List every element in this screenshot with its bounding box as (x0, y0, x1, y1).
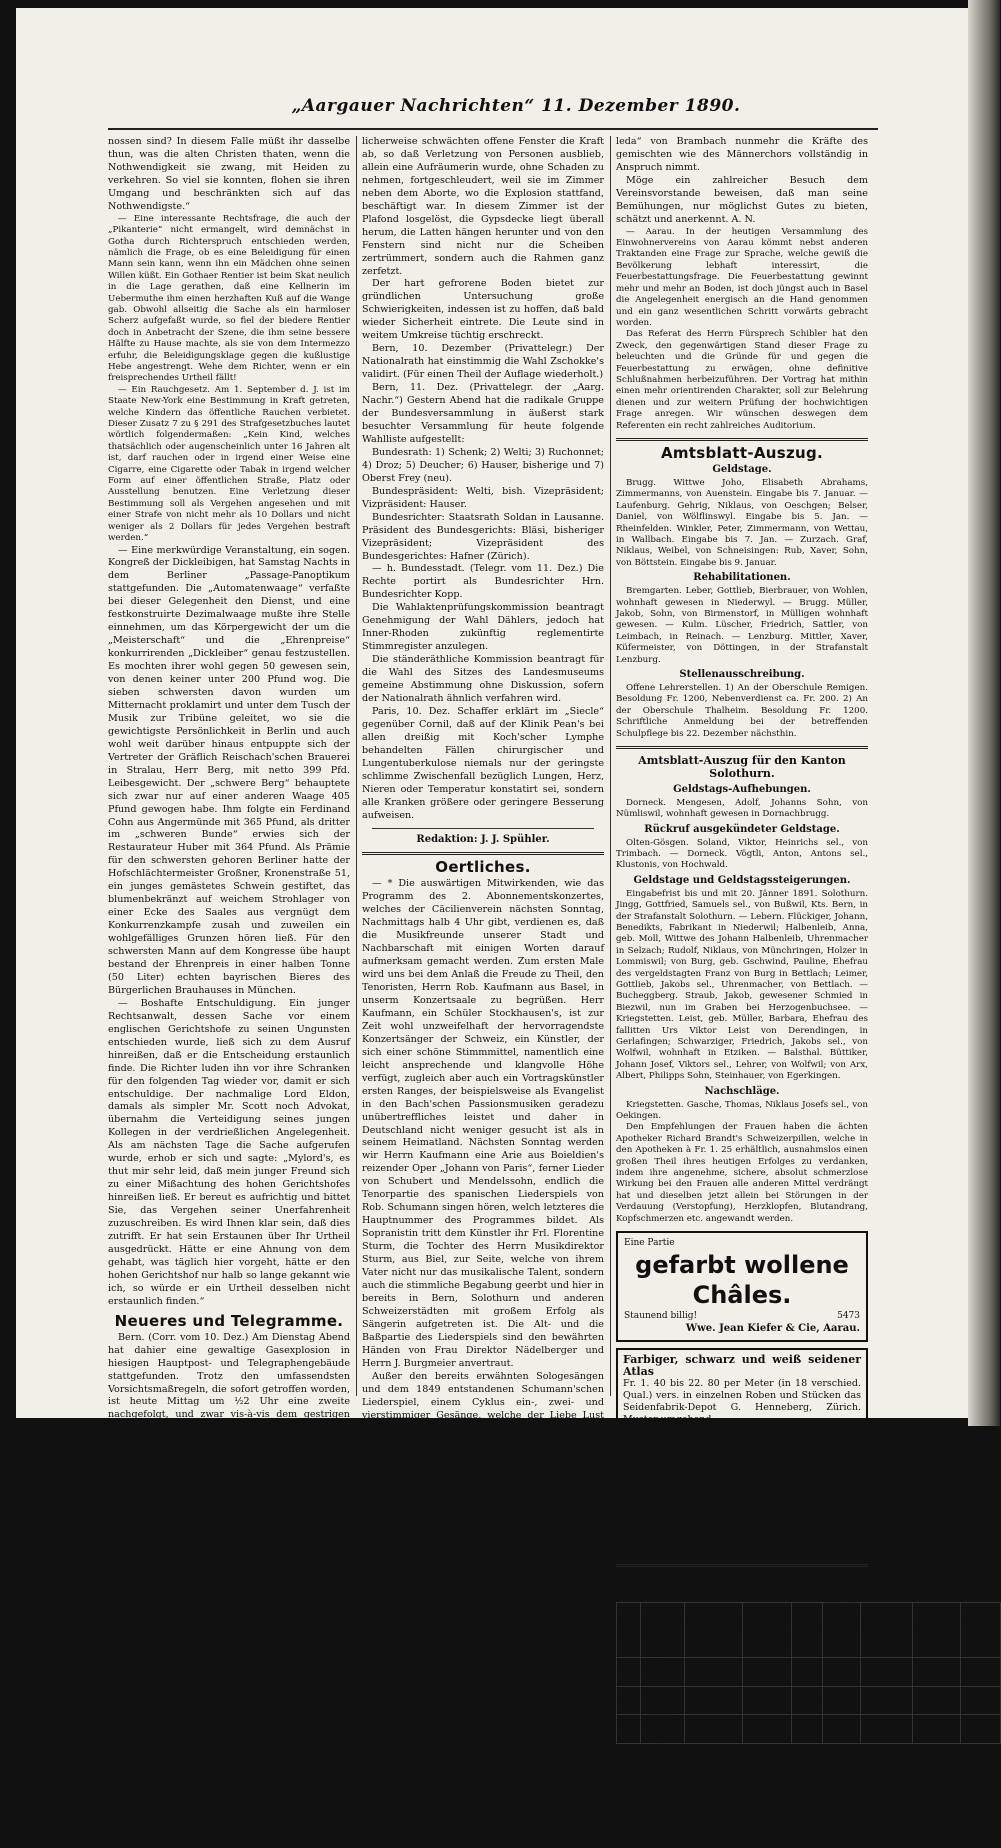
col2-para-2: Der hart gefrorene Boden bietet zur gründlichen Untersuchung große Schwierigkeiten, indessen ist zu hoffen, daß bald wieder Sicherheit eintrete. Die Leute sind in weitem Umkreise tüchtig erschreckt. (362, 278, 604, 342)
table-cell: 89 (861, 1657, 913, 1686)
col2-para-4: Bern, 11. Dez. (Privattelegr. der „Aarg. Nachr.“) Gestern Abend hat die radikale Gruppe der Bundesversammlung in äußerst stark besuchter Versammlung für heute folgende Wahlliste aufgestellt: (362, 382, 604, 445)
table-cell: „ (960, 1686, 1000, 1715)
col1-para-3: — Ein Rauchgesetz. Am 1. September d. J. ist im Staate New-York eine Bestimmung in Kraft getreten, welche Kindern das öffentliche Rauchen verbietet. Dieser Zusatz 7 zu § 291 des Strafgesetzbuches lautet wörtlich folgendermaßen: „Kein Kind, welches thatsächlich oder augenscheinlich unter 16 Jahren alt ist, darf rauchen oder in irgend einer Weise eine Cigarre, eine Cigarette oder Tabak in irgend welcher Form auf einer öffentlichen Straße, Platz oder Ausstellung benutzen. Eine Verletzung dieser Bestimmung soll als Vergehen angesehen und mit einer Strafe von nicht mehr als 10 Dollars und nicht weniger als 2 Dollars für jedes Vergehen bestraft werden.“ (108, 384, 350, 544)
table-cell: NE¹/₂ (823, 1686, 861, 1715)
ad-firm: Wwe. Jean Kiefer & Cie, Aarau. (685, 1322, 860, 1334)
ad-number: 5473 (837, 1311, 860, 1321)
ad-intro: Eine Partie (624, 1238, 675, 1249)
stellen-heading: Stellenausschreibung. (679, 668, 805, 680)
shawl-advertisement (616, 1231, 868, 1342)
table-cell: 730,5 (742, 1657, 791, 1686)
solothurn-text-3: Eingabefrist bis und mit 20. Jänner 1891. Solothurn. Jingg, Gottfried, Samuels sel., von Bußwil, Kts. Bern, in der Strafanstalt Solothurn. — Lebern. Flückiger, Johann, Benedikts, Fabrikant in Niederwil; Halbenleib, Anna, geb. Moll, Wittwe des Johann Halbenleib, Uhrenmacher in Selzach; Rudolf, Niklaus, von Münchringen, Holzer in Lommiswil; von Burg, geb. Gschwind, Pauline, Ehefrau des vergeldstagten Franz von Burg in Bettlach; Leimer, Gottlieb, Jakobs sel., Uhrenmacher, von Bettlach. — Bucheggberg. Straub, Jakob, gewesener Schmied in Biezwil, nun im Graben bei Herzogenbuchsee. — Kriegstetten. Leist, geb. Müller, Barbara, Ehefrau des fallitten Urs Viktor Leist von Derendingen, in Gerlafingen; Schwarziger, Friedrich, Jakobs sel., von Wolfwil, wohnhaft in Etziken. — Balsthal. Büttiker, Johann Josef, Viktors sel., Lehrer, von Wolfwil; von Arx, Albert, Philipps Sohn, Steinhauer, von Egerkingen. (616, 888, 868, 1082)
table-cell: 96 (913, 1657, 961, 1686)
weather-col-header: Wind-richtung und Stärke (823, 1602, 861, 1657)
col2-para-6: Bundespräsident: Welti, bish. Vizepräsident; Vizpräsident: Hauser. (362, 485, 604, 510)
column-1 (108, 136, 350, 1719)
silk-advertisement (616, 1450, 868, 1558)
weather-footnote-5: Zürcher Witterungsaussichten vom 11. Dezember. (650, 1801, 844, 1824)
weather-heading: Meteorologische Station im neuen Quartier Aarau. (640, 1572, 844, 1598)
section-separator (372, 828, 594, 829)
col2-para-8: — h. Bundesstadt. (Telegr. vom 11. Dez.) Die Rechte portirt als Bundesrichter Hrn. Bundesrichter Kopp. (362, 563, 604, 601)
newspaper-page (16, 8, 998, 1847)
table-cell: —6,7 (685, 1715, 743, 1744)
col3-para-1: leda“ von Brambach nunmehr die Kräfte des gemischten wie des Männerchors vollständig in Anspruch nimmt. (616, 136, 868, 173)
table-cell: —5,1 (685, 1686, 743, 1715)
col2-para-5: Bundesrath: 1) Schenk; 2) Welti; 3) Ruchonnet; 4) Droz; 5) Deucher; 6) Hauser, bisherige und 7) Oberst Frey (neu). (362, 446, 604, 484)
column-2 (362, 136, 604, 1667)
col1-para-5: — Boshafte Entschuldigung. Ein junger Rechtsanwalt, dessen Sache vor einem englischen Gerichtshofe zu seinen Ungunsten entschieden wurde, ließ sich zu dem Ausruf hinreißen, daß er die Entscheidung erstaunlich finde. Die Richter luden ihn vor ihre Schranken für den folgenden Tag wieder vor, damit er sich entschuldige. Der nachmalige Lord Eldon, damals als simpler Mr. Scott noch Advokat, übernahm die Verteidigung seines jungen Kollegen in der verdrießlichen Angelegenheit. Als am nächsten Tage die Sache aufgerufen wurde, erhob er sich und sagte: „Mylord's, es thut mir sehr leid, daß mein junger Freund sich zu einer Mißachtung des hohen Gerichtshofes hinreißen ließ. Er bereut es aufrichtig und bittet Sie, das Vergehen seiner Unerfahrenheit zuzuschreiben. Es wird Ihnen klar sein, daß dies zutrifft. Er hat sein Erstaunen über Ihr Urtheil ausgedrückt. Hätte er eine Ahnung von dem gehabt, was täglich hier vorgeht, hätte er den hohen Gerichtshof nur halb so lange gekannt wie ich, so würde er ein Urtheil desselben nicht erstaunlich finden.“ (108, 997, 350, 1307)
table-cell: 730,5 (742, 1715, 791, 1744)
weather-footnote-1: Angaben der beiden Extrem-Thermometer während 24 Stunden abgelesen gestern Abend 9 Uhr: (631, 1744, 863, 1766)
table-cell: bedeckt (960, 1657, 1000, 1686)
news-heading: Neueres und Telegramme. (114, 1311, 344, 1330)
ad-title: gefarbt wollene Châles. (635, 1251, 849, 1309)
col1-para-6: Bern. (Corr. vom 10. Dez.) Am Dienstag Abend hat dahier eine gewaltige Gasexplosion in hiesigen Hauptpost- und Telegraphengebäude stattgefunden. Trotz den umfassendsten Vorsichtsmaßregeln, die sofort getroffen worden, ist heute Mittag um ½2 Uhr eine zweite nachgefolgt, und zwar vis-à-vis dem gestrigen Schauplatze. Aus einer Sprengmuffe, unter der die vor der Pauptpost durchgehende Gasleitung führt, trieb es eine gewaltige Brandsäule, zertrümmerte die Fensterscheiben einer dahinter befindlichen Wirthschaft, lüftete uns harmlosen, kaum hundert Schritte davon entfernten Spaziergängern beinahe die Hüte und verursachte einen donnerähnlichen Knall, der fast in der ganzen Stadt gehört wurde. Einige (2½ und 3 Uhr) folgten zwei andere unheimliche Schüsse nach. Das ist aber nicht Alles! Vor Mittag platzte auf dem Waisenhausplatze vor der spanischen Weinhandlung Maret eine andere Gasleitung, jedoch soll die Gefahr weit weniger groß sein, als bei der Post, wo das Publikum nun allgemein annimmt, es brenne unterirdisch. Wer weiß, wie bald es wieder knallt! In der Nähe der Kloake eine Leitung freien Lauf durch die Schutt- und Abortröhre in's Gebäude genommen und es war eine Gasflamme im Abtritt entzündet. Die arbeitenden Post- und Telegraphenbeamten verspürten eine außerordentliche Erschütterung und bald darauffolgenden Qualm; glück- (108, 1331, 350, 1719)
running-title: „Aargauer Nachrichten“ 11. Dezember 1890. (291, 96, 741, 116)
ad2-line-2: Fr. 1. 40 bis 22. 80 per Meter (in 18 verschied. Qual.) vers. in einzelnen Roben und Stücken das Seidenfabrik-Depot G. Henneberg, Zürich. Muster umgehend. (623, 1377, 861, 1425)
table-cell: NE¹/₂ (823, 1715, 861, 1744)
geldstage-text: Brugg. Wittwe Joho, Elisabeth Abrahams, Zimmermanns, von Auenstein. Eingabe bis 7. Januar. — Laufenburg. Gehrig, Niklaus, von Oeschgen; Belser, Daniel, von Wölflinswyl. Eingabe bis 5. Jan. — Rheinfelden. Winkler, Peter, Zimmermann, von Wettau, in Wallbach. Eingabe bis 7. Jan. — Zurzach. Graf, Niklaus, Weibel, von Schneisingen: Rub, Xaver, Sohn, von Böttstein. Eingabe bis 9. Januar. (616, 477, 868, 568)
weather-col-header: Witter-ung (960, 1602, 1000, 1657)
pills-notice: Den Empfehlungen der Frauen haben die ächten Apotheker Richard Brandt's Schweizerpillen, welche in den Apotheken à Fr. 1. 25 erhältlich, ausnahmslos einen großen Theil ihres heutigen Erfolges zu verdanken, indem ihre angenehme, sichere, absolut schmerzlose Wirkung bei den Frauen alle anderen Mittel verdrängt hat und dieselben jetzt allein bei Störungen in der Verdauung (Verstopfung), Herzklopfen, Blutandrang, Kopfschmerzen etc. angewandt werden. (616, 1122, 868, 1224)
geldstags-aufhebungen-heading: Geldstags-Aufhebungen. (673, 783, 811, 795)
ad-sub: Staunend billig! (624, 1311, 698, 1321)
rehab-text: Bremgarten. Leber, Gottlieb, Bierbrauer, von Wohlen, wohnhaft gewesen in Niederwyl. — Brugg. Müller, Jakob, Sohn, von Birmenstorf, in Mülligen wohnhaft gewesen. — Kulm. Lüscher, Friedrich, Sattler, von Leimbach, in Reinach. — Lenzburg. Mittler, Xaver, Küfermeister, von Döttingen, in der Strafanstalt Lenzburg. (616, 586, 868, 665)
solothurn-text-2: Olten-Gösgen. Soland, Viktor, Heinrichs sel., von Trimbach. — Dorneck. Vögtli, Anton, Antons sel., Klustonis, von Hochwald. (616, 837, 868, 871)
table-cell: 96 (861, 1686, 913, 1715)
table-cell: Mittags 1 U. (641, 1657, 685, 1686)
table-cell: 11. (617, 1715, 641, 1744)
column-3 (616, 136, 998, 1847)
section-double-rule (362, 852, 604, 855)
column-divider-1 (356, 136, 357, 1396)
table-cell: 94 (861, 1715, 913, 1744)
col3-para-2: Möge ein zahlreicher Besuch dem Vereinsvorstande beweisen, daß man seine Bemühungen, nur möglichst Gutes zu bieten, schätzt und anerkennt. A. N. (616, 174, 868, 225)
col1-para-1: nossen sind? In diesem Falle müßt ihr dasselbe thun, was die alten Christen thaten, wenn die Nothwendigkeit sie zwang, mit Heiden zu verkehren. So viel sie konnten, flohen sie ihren Umgang und beschränkten sich auf das Nothwendigste.“ (108, 136, 350, 212)
atlas-advertisement (616, 1348, 868, 1444)
col2-para-1: licherweise schwächten offene Fenster die Kraft ab, so daß Verletzung von Personen ausblieb, allein eine Aufräumerin wurde, ohne Schaden zu nehmen, fortgeschleudert, weil sie im Zimmer neben dem Aborte, wo die Explosion stattfand, beschäftigt war. In diesem Zimmer ist der Plafond losgelöst, die Gypsdecke liegt überall herum, die Latten hängen herunter und von den Fenstern sind nicht nur die Scheiben zertrümmert, sondern auch die Rahmen ganz zerfetzt. (362, 136, 604, 277)
section-double-rule (616, 746, 868, 749)
ad3-line-2: versendet in einzelnen Roben und Stücken das Seiden-Depôt G. Henneberg, Zürich. Muster umgehend. (628, 1513, 856, 1549)
book-spine-edge (968, 0, 1000, 1426)
table-row (617, 1715, 1001, 1744)
weather-footnote-6: Theils heiteres, theils bedecktes Frostwetter anhaltend. (647, 1824, 847, 1847)
col3-para-3: — Aarau. In der heutigen Versammlung des Einwohnervereins von Aarau kömmt nebst anderen Traktanden eine Frage zur Sprache, welche gewiß die Bevölkerung lebhaft interessirt, die Feuerbestattungsfrage. Die Feuerbestattung gewinnt mehr und mehr an Boden, ist doch jüngst auch in Basel die Angelegenheit energisch an die Hand genommen und ein ganz wesentlichen Schritt vorwärts gebracht worden. (616, 226, 868, 328)
weather-col-header: Hygrometer (861, 1602, 913, 1657)
col2-para-7: Bundesrichter: Staatsrath Soldan in Lausanne. Präsident des Bundesgerichts: Bläsi, bisheriger Vizepräsident; Vizepräsident des Bundesgerichtes: Hafner (Zürich). (362, 511, 604, 562)
table-cell: 10. (617, 1657, 641, 1686)
col2-para-3: Bern, 10. Dezember (Privattelegr.) Der Nationalrath hat einstimmig die Wahl Zschokke's validirt. (Für einen Theil der Auflage wiederholt.) (362, 343, 604, 381)
table-cell: 96 (913, 1686, 961, 1715)
weather-header-row (617, 1602, 1001, 1657)
local-heading: Oertliches. (435, 858, 531, 877)
weather-footnote-2: Minimum — 5.0°C. Maximum — 3,9°C. (660, 1767, 834, 1778)
col1-para-2: — Eine interessante Rechtsfrage, die auch der „Pikanterie“ nicht ermangelt, wird demnächst in Gotha durch Richterspruch entschieden werden, nämlich die Frage, ob es eine Beleidigung für einen Mann sein kann, wenn ihn ein Mädchen ohne seinen Willen küßt. Ein Gothaer Rentier ist beim Skat neulich in die Lage gerathen, daß eine Kellnerin im Uebermuthe ihm einen herzhaften Kuß auf die Wange gab. Obwohl allseitig die Sache als ein harmloser Scherz aufgefaßt wurde, so fiel der biedere Rentier doch in Anbetracht der Szene, die ihm seine bessere Hälfte zu Hause machte, als sie von dem Intermezzo erfuhr, die Beleidigungsklage gegen die kußlustige Hebe angestrengt. Wehe dem Richter, wenn er ein freisprechendes Urtheil fällt! (108, 213, 350, 384)
table-cell: NE¹/₂ (823, 1657, 861, 1686)
geldstage-steigerungen-heading: Geldstage und Geldstagssteigerungen. (633, 874, 851, 886)
weather-table (616, 1602, 1001, 1745)
column-divider-2 (610, 136, 611, 1396)
table-row (617, 1686, 1001, 1715)
nachschlaege-heading: Nachschläge. (704, 1085, 780, 1097)
table-cell: 767,3 (791, 1657, 823, 1686)
table-row (617, 1657, 1001, 1686)
rehab-heading: Rehabilitationen. (693, 572, 791, 584)
weather-footnote-4: Niederschlag, gemessen heute früh 7 Uhr — mm. (636, 1790, 858, 1801)
col2-para-13: Außer den bereits erwähnten Sologesängen und dem 1849 entstandenen Schumann'schen Liederspiel, einem Cyklus ein-, zwei- und vierstimmiger Gesänge, welche der Liebe Lust und Leid in bestrickender, von südländischem Pathos durchglühten Tönen wiederspiegeln, bringt das Programm Beethoven's elegischen Gesang von Beethoven für 4 Singstimmen und Streichquartett, Op. 118, welchen der Meister im Sommer 1814 zum Gedächtniß „an die verklärte Gemahlin“ seines Freundes, des Freiherrn von Pasqualati verfaßte; zwei Streichquartettsätze von Haydn und Mozart's Es-dur-Trio für Geige, Bratsche und Klavier, so daß die Klassiker in dem Programm nicht weniger vertreten sind, als die Meister der romantischen Schule. Der Chor hat in den beiden Strauß außerordentlich genauer Nichtmitwirkung um so weniger der Entschuldigung bedürfen, wenn wir hervorheben, daß bas Studium der für das 3. und 4. Abonnementskonzert bestimmten Werke „Jüngste Walpurgisnacht“ von Mendelssohn und „Vel- (362, 1370, 604, 1667)
solothurn-heading: Amtsblatt-Auszug für den Kanton Solothurn. (638, 753, 846, 780)
stellen-text: Offene Lehrerstellen. 1) An der Oberschule Remigen. Besoldung Fr. 1200, Nebenverdienst ca. Fr. 200. 2) An der Oberschule Thalheim. Besoldung Fr. 1200. Schriftliche Anmeldung bei der betreffenden Schulpflege bis 22. Dezember nächsthin. (616, 682, 868, 739)
ad2-line-1: Farbiger, schwarz und weiß seidener Atlas (623, 1352, 861, 1378)
table-cell: Morg. 7 „ (641, 1715, 685, 1744)
table-cell: 94 (913, 1715, 961, 1744)
table-cell: Abends 9 „ (641, 1686, 685, 1715)
table-cell: 768,3 (791, 1686, 823, 1715)
solothurn-text-1: Dorneck. Mengesen, Adolf, Johanns Sohn, von Nümliswil, wohnhaft gewesen in Dornachbrugg. (616, 797, 868, 820)
ad3-line-1: Farbige seid. Faille Française, Armûre, Surah, Satin merveilleux, Atlasse, Damaste, Ripse, Taffete etc. Fr. 2. 50 bis 15. 50 per Meter (625, 1457, 859, 1514)
section-double-rule (616, 1564, 868, 1567)
weather-footnote-3: Temperaturminimum in der letzten Nacht — 5,8°C. (632, 1778, 862, 1789)
table-cell: „ (960, 1715, 1000, 1744)
header-rule (108, 128, 878, 130)
section-double-rule (616, 438, 868, 441)
col3-para-4: Das Referat des Herrn Fürsprech Schibler hat den Zweck, den gegenwärtigen Stand dieser Frage zu beleuchten und die Gründe für und gegen die Feuerbestattung zu erwägen, ohne definitive Schlußnahmen herbeizuführen. Der Vortrag hat mithin einen mehr orientirenden Charakter, soll zur Belehrung dienen und zur weitern Prüfung der hochwichtigen Frage anregen. Wir wünschen deswegen dem Referenten ein recht zahlreiches Auditorium. (616, 329, 868, 431)
col1-para-4: — Eine merkwürdige Veranstaltung, ein sogen. Kongreß der Dickleibigen, hat Samstag Nachts in dem Berliner „Passage-Panoptikum stattgefunden. Die „Automatenwaage“ verfaßte bei dieser Gelegenheit den Dienst, und eine festkonstruirte Dezimalwaage mußte ihre Stelle einnehmen, um das Körpergewicht der um die „Meisterschaft“ und die „Ehrenpreise“ konkurrirenden „Dickleiber“ genau festzustellen. Es mochten ihrer wohl gegen 50 gewesen sein, von denen keiner unter 200 Pfund wog. Die sieben schwersten davon wurden um Mitternacht proklamirt und unter dem Tusch der Musik zur Tribüne geleitet, wo sie die gewichtigste Persönlichkeit in Berlin und auch wohl weit darüber hinaus entpuppte sich der Vertreter der Gräflich Reischach'schen Brauerei in Stralau, Herr Berg, mit netto 399 Pfd. Leibesgewicht. Der „schwere Berg“ behauptete sich zwar nur auf einer anderen Waage 405 Pfund gewogen habe. Ihm folgte ein Ferdinand Cohn aus Angermünde mit 365 Pfund, als dritter im „schweren Bunde“ erwies sich der Restaurateur Huber mit 364 Pfund. Als Prämie für den schwersten gehoren Berliner hatte der Hofschlächtermeister Großner, Kronenstraße 51, ein junges gemästetes Schwein gestiftet, das blumenbekränzt auf weichem Strohlager von einer Ecke des Saales aus vergnügt dem Konkurrenzkampfe zusah und zuweilen ein wohlgefälliges Grunzen hören ließ. Für den schwersten Mann auf dem Kongresse übe haupt bestand der Ehrenpreis in einer halben Tonne (50 Liter) echten bayrischen Bieres des Bürgerlichen Brauhauses in München. (108, 544, 350, 996)
table-cell: —3,9 (685, 1657, 743, 1686)
weather-col-header: Bewölkung (913, 1602, 961, 1657)
col2-para-9: Die Wahlaktenprüfungskommission beantragt Genehmigung der Wahl Dählers, jedoch hat Inner-Rhoden zukünftig reglementirte Stimmregister anzulegen. (362, 602, 604, 653)
rueckruf-heading: Rückruf ausgekündeter Geldstage. (644, 823, 840, 835)
col2-para-12: — * Die auswärtigen Mitwirkenden, wie das Programm des 2. Abonnementskonzertes, welches der Cäcilienverein nächsten Sonntag, Nachmittags halb 4 Uhr gibt, verdienen es, daß die Musikfreunde unserer Stadt und Nachbarschaft mit einigen Worten darauf aufmerksam gemacht werden. Zum ersten Male wird uns bei dem Anlaß die Freude zu Theil, den Tenoristen, Herrn Rob. Kaufmann aus Basel, in unserm Konzertsaale zu begrüßen. Herr Kaufmann, ein Schüler Stockhausen's, ist zur Zeit wohl unzweifelhaft der hervorragendste Konzertsänger der Schweiz, ein Künstler, der sich einer schöne Stimmmittel, namentlich eine leicht ansprechende und klangvolle Höhe verfügt, zugleich aber auch ein Vortragskünstler ersten Ranges, der beispielsweise als Evangelist in den Bach'schen Passionsmusiken geradezu unübertreffliches leistet und daher in Deutschland nicht weniger gesucht ist als in seinem Heimatland. Nächsten Sonntag werden wir Herrn Kaufmann eine Arie aus Boieldien's reizender Oper „Johann von Paris“, ferner Lieder von Schubert und Mendelssohn, endlich die Tenorpartie des spanischen Liederspiels von Rob. Schumann singen hören, welch letzteres die Hauptnummer des Programmes bildet. Als Sopranistin tritt dem Künstler ihr Frl. Florentine Sturm, die Tochter des Herrn Musikdirektor Sturm, aus Biel, zur Seite, welche von ihrem Vater nicht nur das musikalische Talent, sondern auch die stimmliche Begabung geerbt und hier in bereits in Bern, Solothurn und anderen Schweizerstädten mit großem Erfolg als Sängerin aufgetreten ist. Die Alt- und die Baßpartie des Liederspiels sind den bewährten Händen von Frau Direktor Nädelberger und Herrn J. Burgmeier anvertraut. (362, 878, 604, 1369)
col2-para-11: Paris, 10. Dez. Schaffer erklärt im „Siecle“ gegenüber Cornil, daß auf der Klinik Pean's bei allen dreißig mit Koch'scher Lymphe behandelten Fällen chirurgischer und Lungentuberkulose niemals nur der geringste schlimme Zwischenfall bezüglich Lungen, Herz, Nieren oder Temperatur konstatirt sei, sondern alle Kranken größere oder geringere Besserung aufweisen. (362, 705, 604, 821)
geldstage-heading: Geldstage. (712, 463, 772, 475)
weather-col-header: Barometer-stand i. mm. Absol. (742, 1602, 791, 1657)
ad-row (624, 1310, 860, 1323)
table-cell: 10. (617, 1686, 641, 1715)
weather-col-header: Thermometer in Celsius (685, 1602, 743, 1657)
col2-para-10: Die ständeräthliche Kommission beantragt für die Wahl des Sitzes des Landesmuseums gemeine Abstimmung ohne Diskussion, sofern der Nationalrath ähnlich verfahren wird. (362, 654, 604, 704)
ad2-number: [3586 (833, 1425, 861, 1437)
weather-col-header: Beobacht-ungszeit (641, 1602, 685, 1657)
table-cell: 730,5 (742, 1686, 791, 1715)
solothurn-text-4: Kriegstetten. Gasche, Thomas, Niklaus Josefs sel., von Oekingen. (616, 1099, 868, 1121)
editor-line: Redaktion: J. J. Spühler. (416, 833, 550, 845)
weather-col-header: 1890 Dez. (617, 1602, 641, 1657)
table-cell: 768,1 (791, 1715, 823, 1744)
weather-col-header: Reduc. (791, 1602, 823, 1657)
amtsblatt-heading: Amtsblatt-Auszug. (660, 443, 824, 462)
